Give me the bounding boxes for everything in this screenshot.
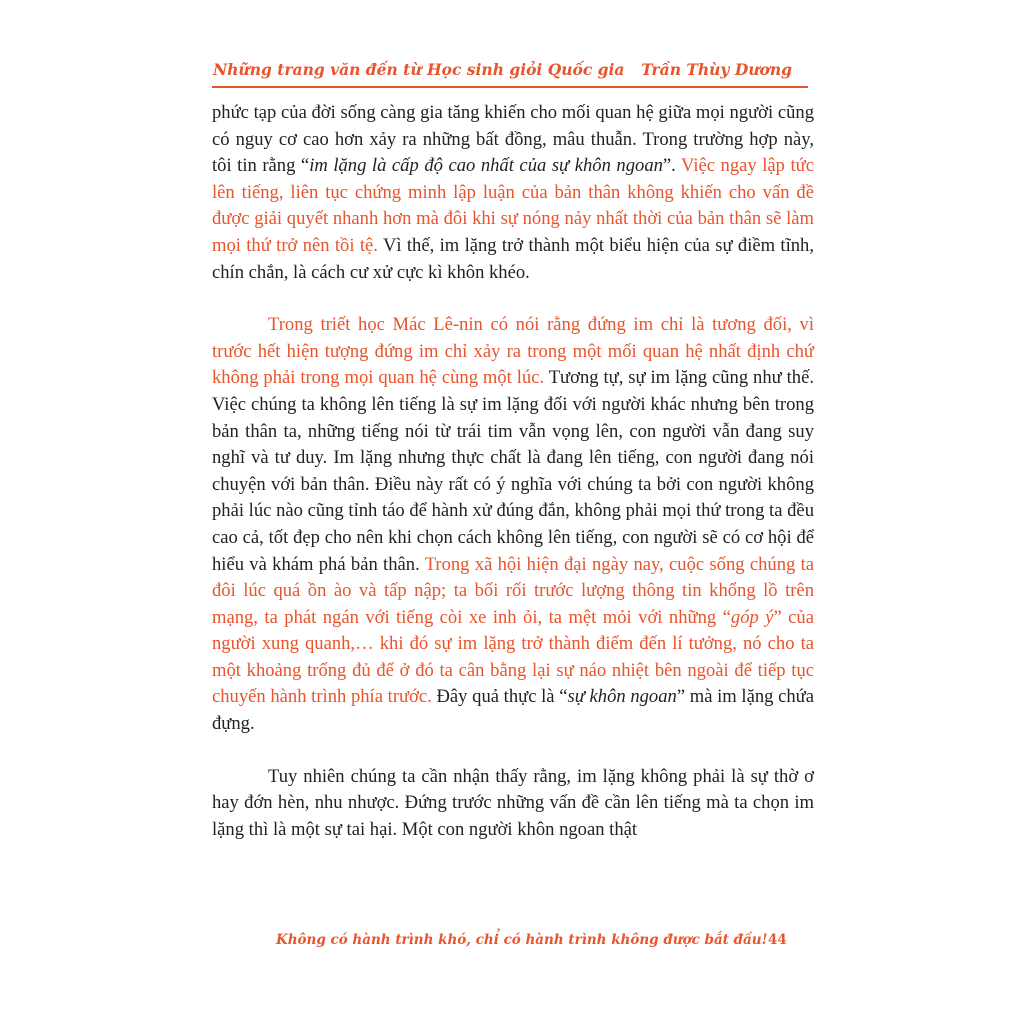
text-run: Đây quả thực là “ <box>431 686 568 708</box>
footer-quote: Không có hành trình khó, chỉ có hành trình không được bắt đầu! <box>276 932 768 948</box>
page-footer <box>276 932 796 956</box>
text-run: phức tạp của đời sống càng gia tăng khiến cho mối quan hệ giữa mọi người cũng có nguy cơ cao hơn xảy ra những bất đồng, mâu thuẫn. Trong trường hợp này, tôi tin rằng “ <box>212 102 814 177</box>
book-title: Những trang văn đến từ Học sinh giỏi Quốc gia <box>213 60 625 79</box>
text-run: ”. <box>662 155 682 177</box>
text-run: sự khôn ngoan <box>567 686 677 708</box>
page-number: 44 <box>768 932 787 948</box>
page-header <box>212 58 808 88</box>
text-run: im lặng là cấp độ cao nhất của sự khôn ngoan <box>309 155 663 177</box>
paragraph <box>212 764 814 844</box>
author-name: Trần Thùy Dương <box>641 60 792 79</box>
highlighted-text: Trong xã hội hiện đại ngày nay, cuộc sống chúng ta đôi lúc quá ồn ào và tấp nập; ta bối rối trước lượng thông tin khổng lồ trên mạng, ta phát ngán với tiếng còi xe inh ỏi, ta mệt mỏi với những “ <box>212 553 815 628</box>
highlighted-text: ” của người xung quanh,… khi đó sự im lặng trở thành điểm đến lí tưởng, nó cho ta một khoảng trống đủ để ở đó ta cân bằng lại sự náo nhiệt bên ngoài để tiếp tục chuyến hành trình phía trước. <box>212 606 814 708</box>
text-run: ” mà im lặng chứa đựng. <box>212 686 814 735</box>
text-run: Tuy nhiên chúng ta cần nhận thấy rằng, im lặng không phải là sự thờ ơ hay đớn hèn, nhu nhược. Đứng trước những vấn đề cần lên tiếng mà ta chọn im lặng thì là một sự tai hại. Một con người khôn ngoan thật <box>212 765 814 840</box>
text-run: Tương tự, sự im lặng cũng như thế. Việc chúng ta không lên tiếng là sự im lặng đối với người khác nhưng bên trong bản thân ta, những tiếng nói từ trái tim vẫn vọng lên, con người vẫn đang suy nghĩ và tư duy. Im lặng nhưng thực chất là đang lên tiếng, con người đang nói chuyện với bản thân. Điều này rất có ý nghĩa với chúng ta bởi con người không phải lúc nào cũng tỉnh táo để hành xử đúng đắn, không phải mọi thứ trong ta đều cao cả, tốt đẹp cho nên khi chọn cách không lên tiếng, con người sẽ có cơ hội để hiểu và khám phá bản thân. <box>212 367 814 575</box>
highlighted-text: Trong triết học Mác Lê-nin có nói rằng đứng im chỉ là tương đối, vì trước hết hiện tượng đứng im chỉ xảy ra trong một mối quan hệ nhất định chứ không phải trong mọi quan hệ cùng một lúc. <box>212 314 814 389</box>
page-body <box>212 100 814 843</box>
paragraph <box>212 312 814 738</box>
paragraph <box>212 100 814 286</box>
highlighted-text: Việc ngay lập tức lên tiếng, liên tục chứng minh lập luận của bản thân không khiến cho vấn đề được giải quyết nhanh hơn mà đôi khi sự nóng nảy nhất thời của bản thân sẽ làm mọi thứ trở nên tồi tệ. <box>212 155 814 256</box>
highlighted-text: góp ý <box>730 606 774 628</box>
text-run: Vì thế, im lặng trở thành một biểu hiện của sự điềm tĩnh, chín chắn, là cách cư xử cực kì khôn khéo. <box>212 234 814 283</box>
